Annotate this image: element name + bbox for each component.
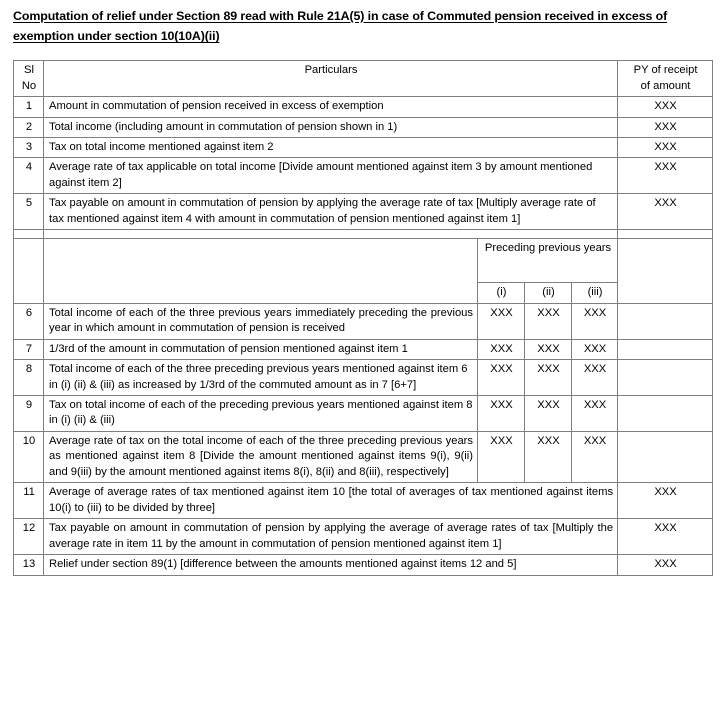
row-py-value bbox=[618, 360, 713, 396]
row-sl-no: 6 bbox=[14, 303, 44, 339]
row-value-i: XXX bbox=[478, 395, 525, 431]
row-sl-no: 11 bbox=[14, 483, 44, 519]
row-value-iii: XXX bbox=[572, 303, 618, 339]
table-header-row bbox=[14, 61, 713, 97]
row-value-ii: XXX bbox=[525, 339, 572, 359]
preceding-years-sl-blank bbox=[14, 239, 44, 303]
row-py-value: XXX bbox=[618, 194, 713, 230]
table-row bbox=[14, 339, 713, 359]
row-py-value: XXX bbox=[618, 483, 713, 519]
row-particulars: Total income (including amount in commutation of pension shown in 1) bbox=[44, 117, 618, 137]
row-value-i: XXX bbox=[478, 431, 525, 482]
header-year-iii: (iii) bbox=[572, 283, 618, 303]
table-spacer-row bbox=[14, 230, 713, 239]
spacer-py-cell bbox=[618, 230, 713, 239]
header-year-i: (i) bbox=[478, 283, 525, 303]
row-sl-no: 9 bbox=[14, 395, 44, 431]
row-py-value bbox=[618, 395, 713, 431]
spacer-sl-cell bbox=[14, 230, 44, 239]
row-particulars: Tax on total income mentioned against item 2 bbox=[44, 138, 618, 158]
header-sl-line1: Sl bbox=[24, 64, 34, 77]
table-row bbox=[14, 97, 713, 117]
table-row bbox=[14, 194, 713, 230]
row-particulars: Amount in commutation of pension received in excess of exemption bbox=[44, 97, 618, 117]
row-py-value bbox=[618, 431, 713, 482]
table-row bbox=[14, 303, 713, 339]
row-sl-no: 5 bbox=[14, 194, 44, 230]
row-value-iii: XXX bbox=[572, 360, 618, 396]
row-particulars: Total income of each of the three previous years immediately preceding the previous year in which amount in commutation of pension is received bbox=[44, 303, 478, 339]
row-py-value: XXX bbox=[618, 138, 713, 158]
row-sl-no: 1 bbox=[14, 97, 44, 117]
preceding-years-particulars-blank bbox=[44, 239, 478, 303]
header-sl-line2: No bbox=[21, 79, 37, 92]
table-row bbox=[14, 395, 713, 431]
table-row bbox=[14, 117, 713, 137]
row-py-value bbox=[618, 303, 713, 339]
row-particulars: Average of average rates of tax mentioned against item 10 [the total of averages of tax mentioned against items 10(i) to (iii) to be divided by three] bbox=[44, 483, 618, 519]
table-row bbox=[14, 519, 713, 555]
row-sl-no: 10 bbox=[14, 431, 44, 482]
row-value-i: XXX bbox=[478, 303, 525, 339]
header-py-line2: of amount bbox=[640, 79, 691, 92]
row-particulars: Total income of each of the three preceding previous years mentioned against item 6 in (i) (ii) & (iii) as increased by 1/3rd of the commuted amount as in 7 [6+7] bbox=[44, 360, 478, 396]
row-value-iii: XXX bbox=[572, 339, 618, 359]
table-row bbox=[14, 431, 713, 482]
header-py-of-receipt bbox=[618, 61, 713, 97]
table-row bbox=[14, 158, 713, 194]
row-py-value: XXX bbox=[618, 555, 713, 575]
row-particulars: Average rate of tax on the total income of each of the three preceding previous years as mentioned against item 8 [Divide the amount mentioned against items 9(i), 9(ii) and 9(iii) by the amount mentioned against items 8(i), 8(ii) and 8(iii), respectively] bbox=[44, 431, 478, 482]
table-row bbox=[14, 360, 713, 396]
row-particulars: Tax on total income of each of the preceding previous years mentioned against item 8 in (i) (ii) & (iii) bbox=[44, 395, 478, 431]
row-value-ii: XXX bbox=[525, 395, 572, 431]
row-particulars: 1/3rd of the amount in commutation of pension mentioned against item 1 bbox=[44, 339, 478, 359]
row-particulars: Relief under section 89(1) [difference between the amounts mentioned against items 12 and 5] bbox=[44, 555, 618, 575]
row-value-iii: XXX bbox=[572, 431, 618, 482]
row-sl-no: 13 bbox=[14, 555, 44, 575]
row-py-value: XXX bbox=[618, 97, 713, 117]
header-sl-no bbox=[14, 61, 44, 97]
table-row bbox=[14, 555, 713, 575]
row-value-ii: XXX bbox=[525, 431, 572, 482]
row-value-i: XXX bbox=[478, 360, 525, 396]
row-py-value: XXX bbox=[618, 519, 713, 555]
row-py-value: XXX bbox=[618, 117, 713, 137]
header-py-line1: PY of receipt bbox=[633, 64, 698, 77]
preceding-years-py-blank bbox=[618, 239, 713, 303]
preceding-years-header-row bbox=[14, 239, 713, 283]
row-sl-no: 12 bbox=[14, 519, 44, 555]
row-value-ii: XXX bbox=[525, 303, 572, 339]
page-title: Computation of relief under Section 89 read with Rule 21A(5) in case of Commuted pension received in excess of exemption under section 10(10A)(ii) bbox=[13, 9, 668, 44]
row-particulars: Tax payable on amount in commutation of pension by applying the average rate of tax [Multiply average rate of tax mentioned against item 4 with amount in commutation of pension mentioned against item 1] bbox=[44, 194, 618, 230]
row-sl-no: 8 bbox=[14, 360, 44, 396]
spacer-particulars-cell bbox=[44, 230, 618, 239]
preceding-previous-years-label: Preceding previous years bbox=[478, 239, 618, 283]
relief-computation-table bbox=[13, 60, 713, 575]
table-row bbox=[14, 483, 713, 519]
header-year-ii: (ii) bbox=[525, 283, 572, 303]
row-particulars: Tax payable on amount in commutation of pension by applying the average of average rates of tax [Multiply the average rate in item 11 by the amount in commutation of pension mentioned against item 1] bbox=[44, 519, 618, 555]
row-sl-no: 4 bbox=[14, 158, 44, 194]
row-sl-no: 7 bbox=[14, 339, 44, 359]
row-py-value bbox=[618, 339, 713, 359]
row-sl-no: 3 bbox=[14, 138, 44, 158]
row-particulars: Average rate of tax applicable on total income [Divide amount mentioned against item 3 by amount mentioned against item 2] bbox=[44, 158, 618, 194]
row-value-iii: XXX bbox=[572, 395, 618, 431]
row-py-value: XXX bbox=[618, 158, 713, 194]
header-particulars: Particulars bbox=[44, 61, 618, 97]
row-sl-no: 2 bbox=[14, 117, 44, 137]
row-value-i: XXX bbox=[478, 339, 525, 359]
row-value-ii: XXX bbox=[525, 360, 572, 396]
table-row bbox=[14, 138, 713, 158]
